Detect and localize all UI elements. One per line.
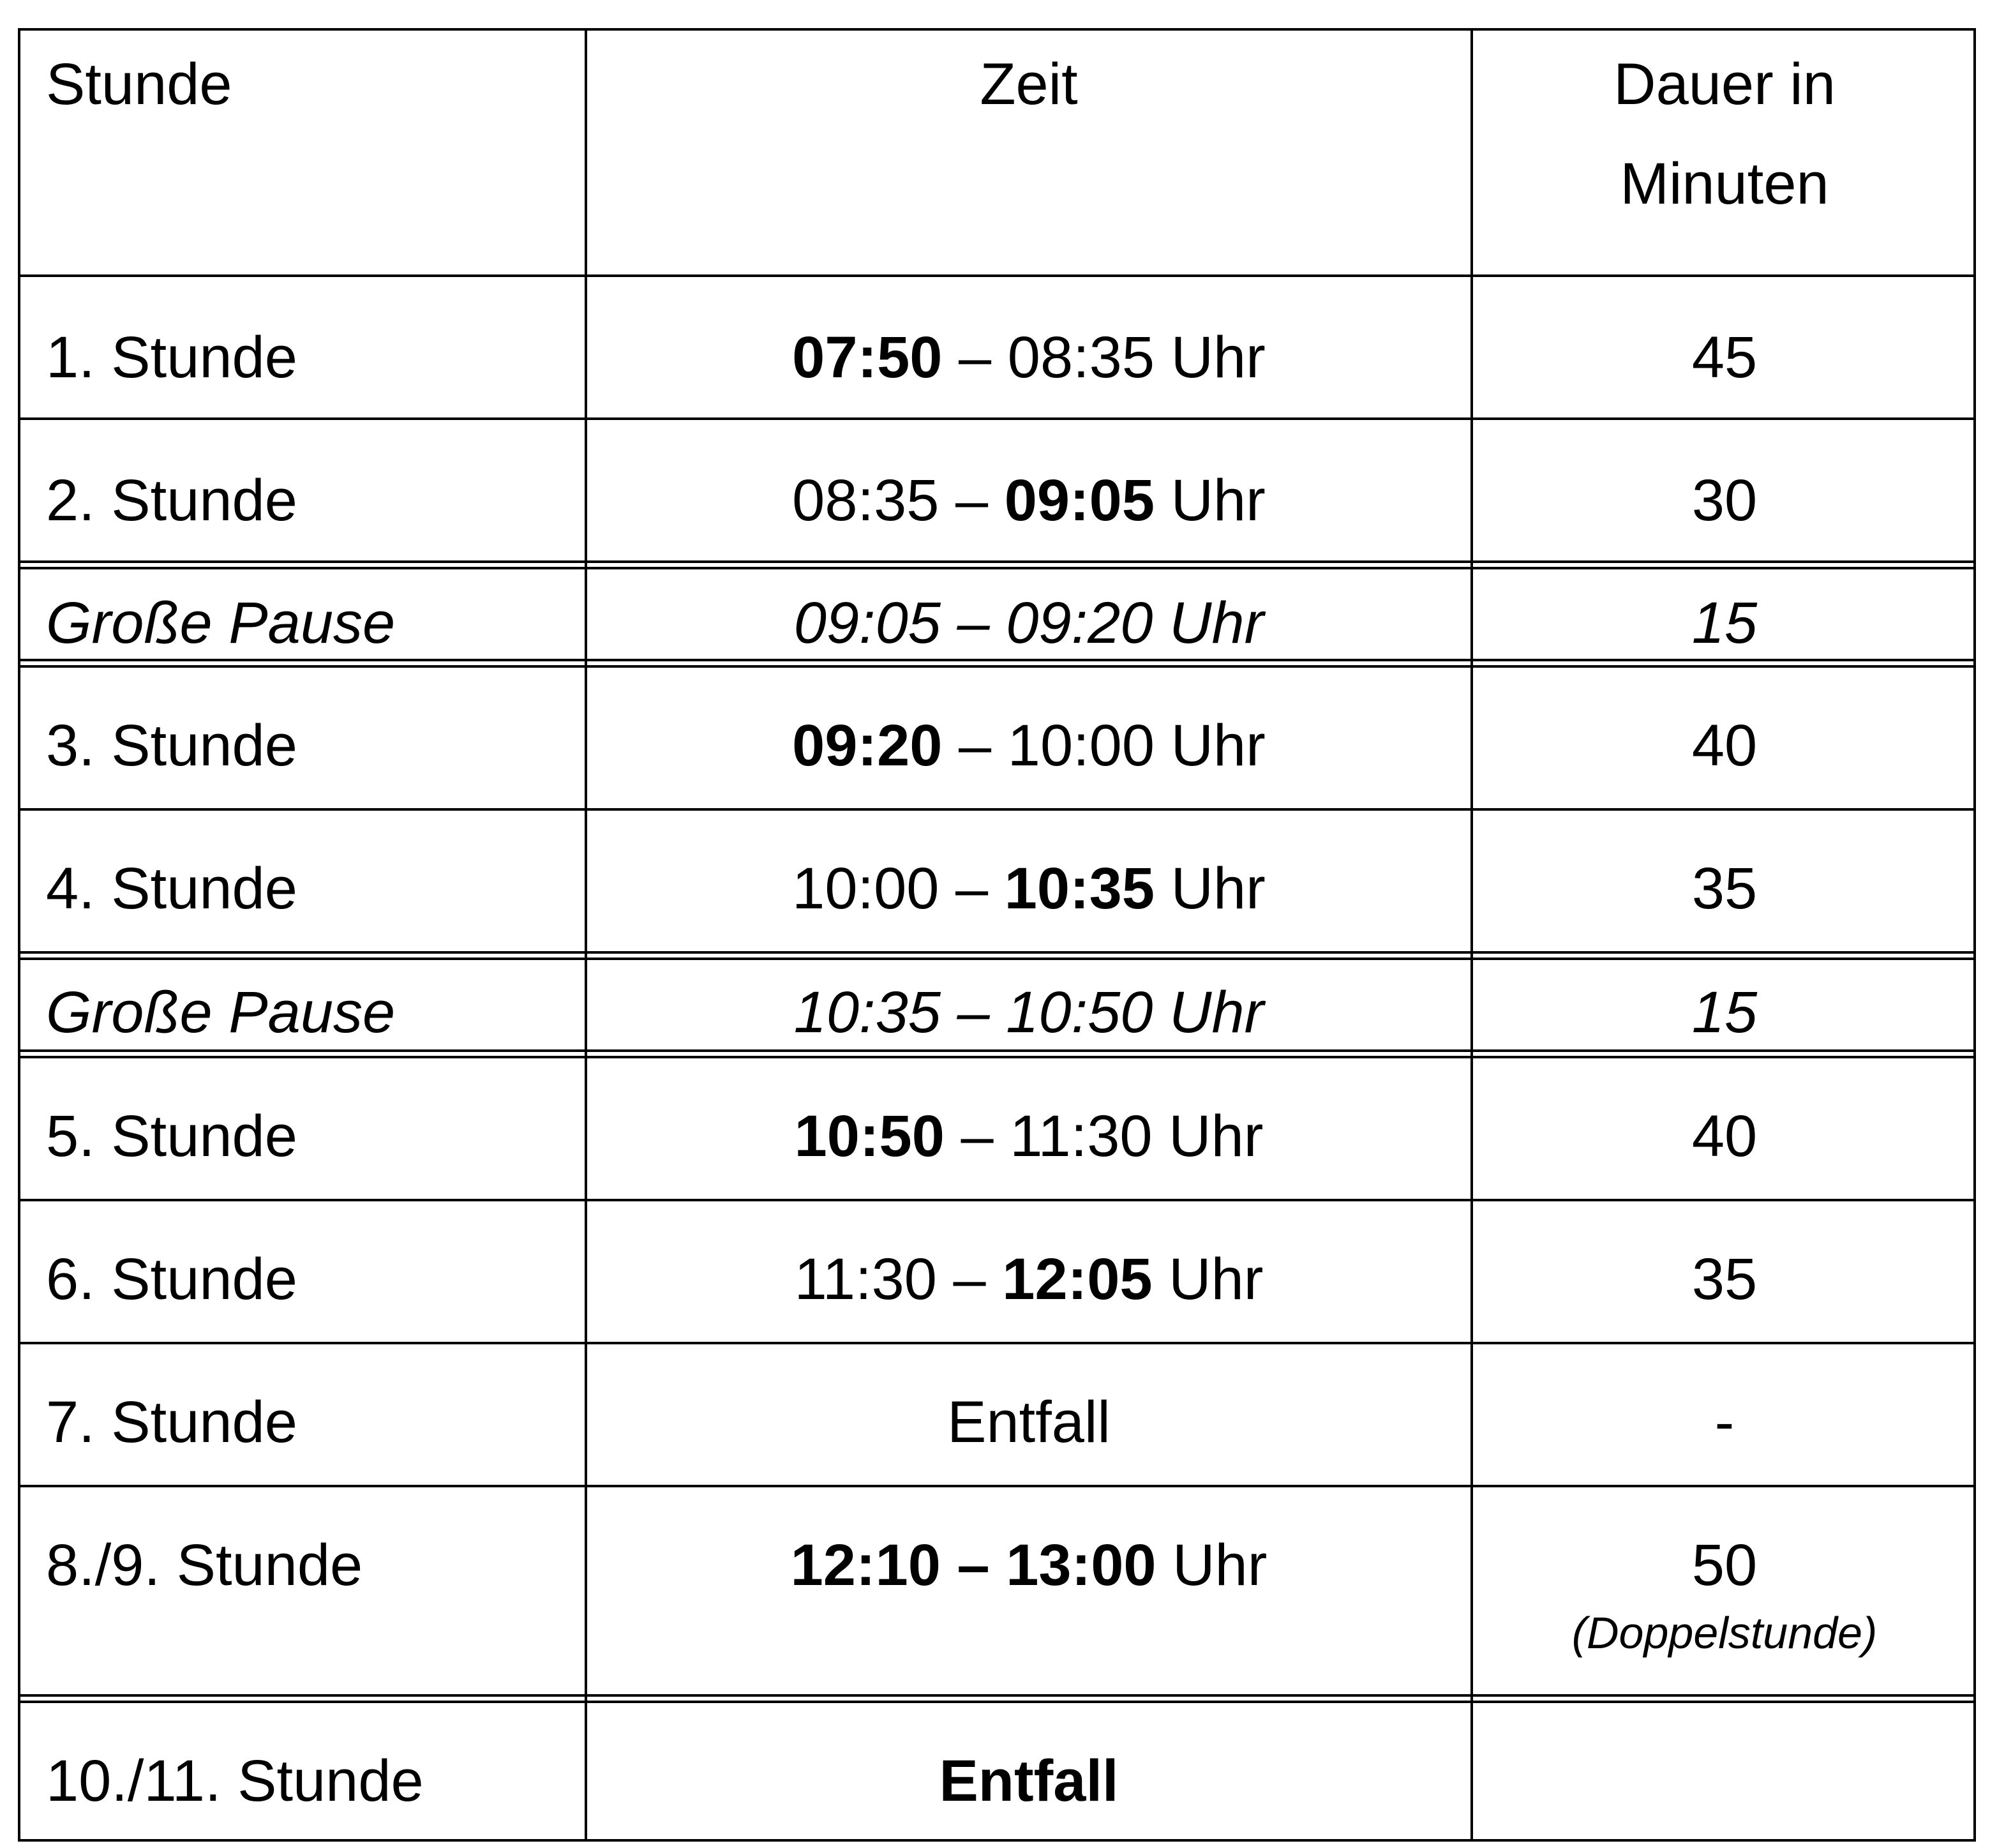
row-divider-double <box>20 567 1973 569</box>
row-8-9-label: 8./9. Stunde <box>46 1533 363 1598</box>
row-divider-double <box>20 1056 1973 1058</box>
row-10-11-label: 10./11. Stunde <box>46 1748 424 1814</box>
row-6-label: 6. Stunde <box>46 1247 297 1312</box>
header-zeit: Zeit <box>980 52 1078 117</box>
row-7-label: 7. Stunde <box>46 1390 297 1455</box>
row-5-duration: 40 <box>1691 1104 1758 1169</box>
row-divider <box>20 1342 1973 1344</box>
row-8-9-note: (Doppelstunde) <box>1571 1608 1878 1658</box>
row-divider <box>20 417 1973 420</box>
pause-1-time: 09:05 – 09:20 Uhr <box>793 590 1264 656</box>
row-divider-double <box>20 1701 1973 1703</box>
pause-2-time: 10:35 – 10:50 Uhr <box>793 980 1264 1045</box>
header-dauer-line2: Minuten <box>1620 151 1829 216</box>
row-2-duration: 30 <box>1691 468 1758 533</box>
row-2-label: 2. Stunde <box>46 468 297 533</box>
pause-1-duration: 15 <box>1691 590 1758 656</box>
row-5-label: 5. Stunde <box>46 1104 297 1169</box>
row-7-duration: - <box>1714 1390 1735 1455</box>
row-4-label: 4. Stunde <box>46 856 297 921</box>
row-1-duration: 45 <box>1691 325 1758 390</box>
row-divider <box>20 659 1973 661</box>
pause-1-label: Große Pause <box>46 590 396 656</box>
row-6-duration: 35 <box>1691 1247 1758 1312</box>
row-5-time: 10:50 – 11:30 Uhr <box>794 1104 1264 1169</box>
row-7-time: Entfall <box>947 1390 1111 1455</box>
row-divider-double <box>20 958 1973 960</box>
row-4-duration: 35 <box>1691 856 1758 921</box>
row-divider <box>20 1485 1973 1487</box>
row-divider-double <box>20 665 1973 668</box>
row-divider <box>20 951 1973 954</box>
row-divider <box>20 560 1973 563</box>
row-divider <box>20 1049 1973 1052</box>
row-divider <box>20 1694 1973 1697</box>
row-10-11-time: Entfall <box>939 1748 1119 1814</box>
row-4-time: 10:00 – 10:35 Uhr <box>792 856 1266 921</box>
row-3-time: 09:20 – 10:00 Uhr <box>792 713 1266 778</box>
pause-2-duration: 15 <box>1691 980 1758 1045</box>
header-dauer-line1: Dauer in <box>1613 52 1836 117</box>
row-6-time: 11:30 – 12:05 Uhr <box>794 1247 1264 1312</box>
row-2-time: 08:35 – 09:05 Uhr <box>792 468 1266 533</box>
row-8-9-time: 12:10 – 13:00 Uhr <box>790 1533 1268 1598</box>
row-1-label: 1. Stunde <box>46 325 297 390</box>
row-3-label: 3. Stunde <box>46 713 297 778</box>
row-8-9-duration: 50 <box>1691 1533 1758 1598</box>
pause-2-label: Große Pause <box>46 980 396 1045</box>
row-1-time: 07:50 – 08:35 Uhr <box>792 325 1266 390</box>
row-divider <box>20 1199 1973 1201</box>
header-stunde: Stunde <box>46 52 232 117</box>
row-3-duration: 40 <box>1691 713 1758 778</box>
schedule-table <box>18 28 1976 1842</box>
row-divider <box>20 808 1973 811</box>
header-divider <box>20 274 1973 277</box>
